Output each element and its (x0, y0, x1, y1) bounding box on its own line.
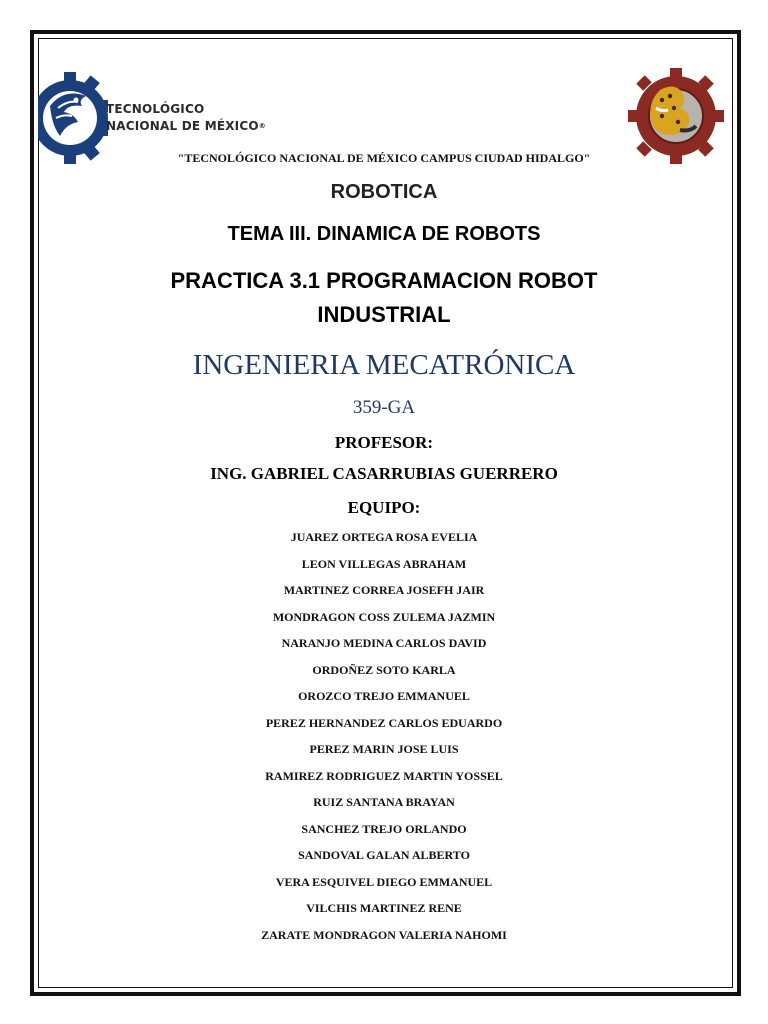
team-member: VILCHIS MARTINEZ RENE (306, 901, 462, 915)
team-member: OROZCO TREJO EMMANUEL (298, 689, 470, 703)
tecnm-wordmark-line2 (106, 118, 266, 135)
practice-title (34, 264, 734, 332)
campus-name: "TECNOLÓGICO NACIONAL DE MÉXICO CAMPUS CIUDAD HIDALGO" (177, 151, 591, 165)
team-member: RAMIREZ RODRIGUEZ MARTIN YOSSEL (265, 768, 503, 783)
team-member: PEREZ HERNANDEZ CARLOS EDUARDO (265, 715, 503, 730)
topic-title: TEMA III. DINAMICA DE ROBOTS (227, 223, 541, 245)
team-member: SANCHEZ TREJO ORLANDO (301, 821, 467, 836)
team-member: JUAREZ ORTEGA ROSA EVELIA (290, 530, 478, 544)
career-name: INGENIERIA MECATRÓNICA (192, 349, 576, 381)
team-heading: EQUIPO: (347, 498, 421, 517)
registered-mark: ® (258, 122, 266, 130)
team-member: VERA ESQUIVEL DIEGO EMMANUEL (275, 874, 493, 889)
professor-name: ING. GABRIEL CASARRUBIAS GUERRERO (210, 464, 558, 483)
team-member: NARANJO MEDINA CARLOS DAVID (281, 636, 487, 650)
jaguar-gear-emblem-icon (628, 68, 724, 164)
team-member: PEREZ MARIN JOSE LUIS (309, 742, 459, 756)
team-member: SANDOVAL GALAN ALBERTO (298, 848, 470, 862)
team-member: MONDRAGON COSS ZULEMA JAZMIN (272, 609, 496, 624)
professor-heading: PROFESOR: (334, 433, 434, 452)
team-member-list (34, 528, 734, 952)
tecnm-wordmark-text: NACIONAL DE MÉXICO (106, 119, 259, 133)
campus-emblem (622, 68, 726, 164)
team-member: MARTINEZ CORREA JOSEFH JAIR (283, 583, 485, 597)
team-member: ORDOÑEZ SOTO KARLA (312, 662, 456, 677)
tecnm-wordmark (106, 101, 266, 135)
team-member: LEON VILLEGAS ABRAHAM (301, 556, 467, 571)
subject-title: ROBOTICA (330, 181, 438, 203)
team-member: RUIZ SANTANA BRAYAN (313, 795, 455, 809)
team-member: ZARATE MONDRAGON VALERIA NAHOMI (261, 927, 507, 942)
tecnm-wordmark-line1: TECNOLÓGICO (106, 102, 205, 116)
practice-title-line2: INDUSTRIAL (317, 302, 451, 327)
group-code: 359-GA (352, 397, 416, 418)
practice-title-line1: PRACTICA 3.1 PROGRAMACION ROBOT (170, 268, 598, 293)
